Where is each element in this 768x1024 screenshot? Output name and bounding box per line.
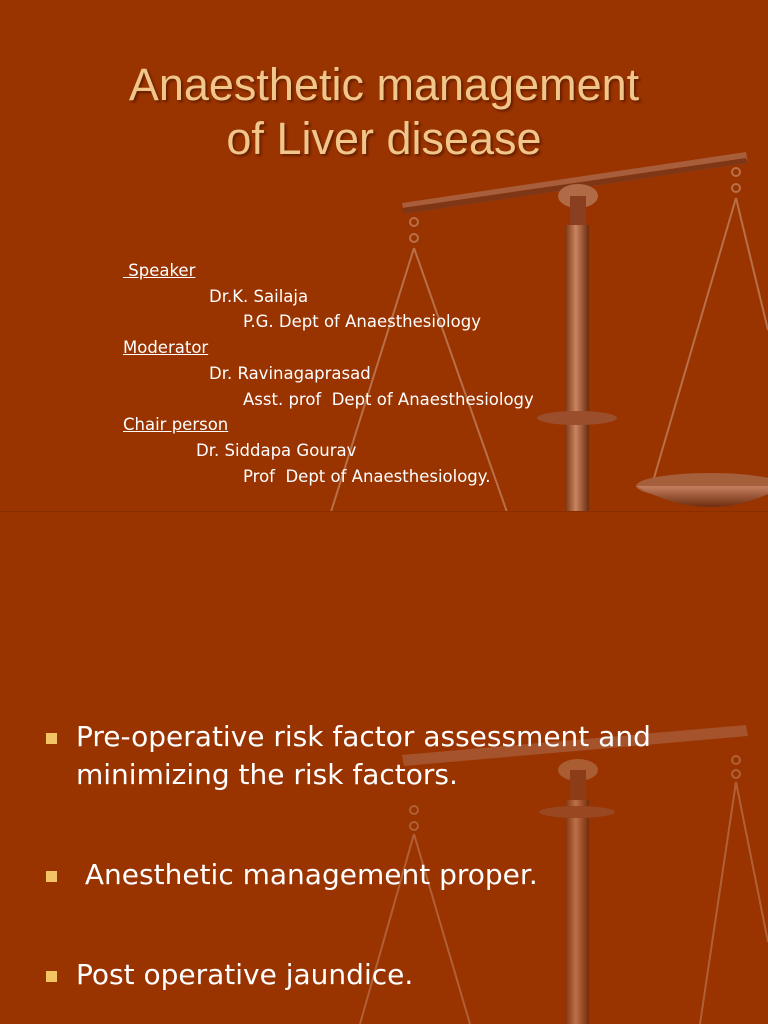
moderator-label: Moderator (123, 338, 209, 358)
moderator-dept: Asst. prof Dept of Anaesthesiology (243, 389, 534, 409)
square-bullet-icon (46, 871, 57, 882)
moderator-name: Dr. Ravinagaprasad (209, 363, 371, 383)
chair-person-dept: Prof Dept of Anaesthesiology. (243, 466, 491, 486)
title-line-1: Anaesthetic management (128, 59, 640, 110)
chair-person-name: Dr. Siddapa Gourav (196, 440, 357, 460)
bullet-list (46, 718, 746, 994)
bullet-item (46, 856, 746, 894)
slide-title (0, 58, 768, 166)
bullet-text: Post operative jaundice. (76, 958, 414, 991)
title-line-2: of Liver disease (226, 113, 542, 164)
bullet-item (46, 956, 746, 994)
slide-divider (0, 511, 768, 512)
presenter-credits (123, 258, 534, 489)
square-bullet-icon (46, 733, 57, 744)
bullet-item (46, 718, 746, 794)
bullet-text: Pre-operative risk factor assessment and minimizing the risk factors. (76, 720, 660, 791)
chair-person-label: Chair person (123, 415, 229, 435)
speaker-label: Speaker (123, 261, 196, 280)
square-bullet-icon (46, 971, 57, 982)
speaker-name: Dr.K. Sailaja (209, 286, 309, 306)
bullet-text: Anesthetic management proper. (76, 858, 538, 891)
speaker-dept: P.G. Dept of Anaesthesiology (243, 312, 481, 332)
